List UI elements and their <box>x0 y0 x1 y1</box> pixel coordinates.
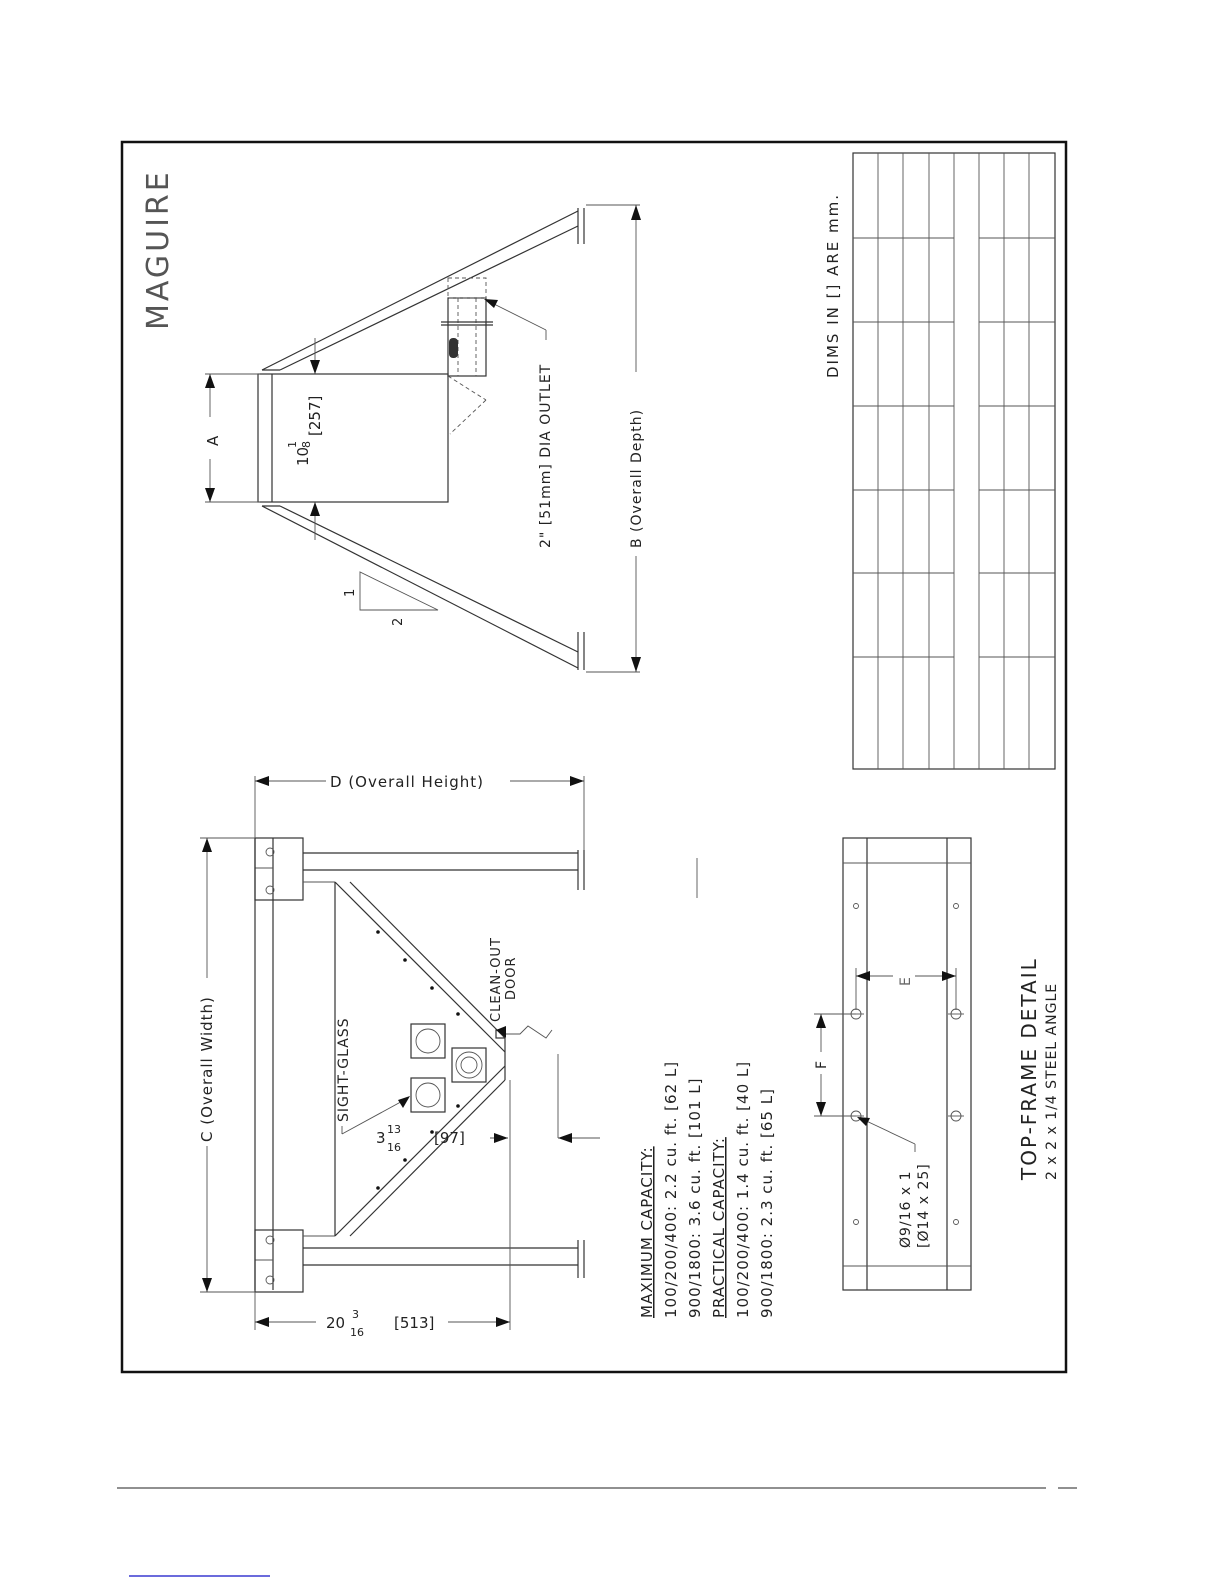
sight-glass-label: SIGHT-GLASS <box>336 1017 352 1122</box>
brand-label: MAGUIRE <box>141 169 176 330</box>
dim-f-label: F <box>814 1060 830 1069</box>
dim-20-whole: 20 <box>326 1314 346 1332</box>
door-label: DOOR <box>504 956 519 1000</box>
top-frame-title: TOP-FRAME DETAIL <box>1017 957 1041 1180</box>
top-frame-dimensions <box>814 968 956 1152</box>
dim-a-label: A <box>204 435 222 446</box>
dim-c-label: C (Overall Width) <box>198 996 216 1142</box>
dim-97-label: [97] <box>434 1129 465 1147</box>
dim-d-label: D (Overall Height) <box>330 773 484 791</box>
dim-513-label: [513] <box>394 1314 435 1332</box>
practical-capacity-heading: PRACTICAL CAPACITY: <box>710 1137 728 1318</box>
outlet-note: 2" [51mm] DIA OUTLET <box>538 363 554 548</box>
practical-capacity-line-1: 100/200/400: 1.4 cu. ft. [40 L] <box>734 1060 752 1318</box>
hole-size-mm: [Ø14 x 25] <box>916 1163 932 1248</box>
max-capacity-line-2: 900/1800: 3.6 cu. ft. [101 L] <box>686 1077 704 1318</box>
side-view-dimensions <box>205 205 641 672</box>
top-frame-subtitle: 2 x 2 x 1/4 STEEL ANGLE <box>1044 982 1060 1180</box>
dims-note: DIMS IN [] ARE mm. <box>824 192 842 378</box>
dim-108-numerator: 1 <box>286 441 299 448</box>
front-view <box>255 838 584 1292</box>
dim-3-numerator: 13 <box>387 1123 401 1136</box>
dim-e-label: E <box>898 977 914 986</box>
dim-20-numerator: 3 <box>352 1308 359 1321</box>
dim-3-denominator: 16 <box>387 1141 401 1154</box>
clean-out-label: CLEAN-OUT <box>489 937 504 1022</box>
dim-b-label: B (Overall Depth) <box>629 408 645 548</box>
dim-108-denominator: 8 <box>300 441 313 448</box>
front-view-dimensions <box>200 776 697 1330</box>
max-capacity-heading: MAXIMUM CAPACITY: <box>638 1146 656 1318</box>
dimension-table <box>853 153 1055 769</box>
max-capacity-line-1: 100/200/400: 2.2 cu. ft. [62 L] <box>662 1060 680 1318</box>
dim-3-whole: 3 <box>376 1129 386 1147</box>
slope-rise: 1 <box>343 588 358 597</box>
dim-257-label: [257] <box>306 395 324 436</box>
dim-20-denominator: 16 <box>350 1326 364 1339</box>
dim-108-whole: 10 <box>294 446 312 466</box>
slope-run: 2 <box>391 617 406 626</box>
hole-size-inches: Ø9/16 x 1 <box>898 1170 914 1248</box>
side-view <box>258 208 584 670</box>
practical-capacity-line-2: 900/1800: 2.3 cu. ft. [65 L] <box>758 1088 776 1318</box>
